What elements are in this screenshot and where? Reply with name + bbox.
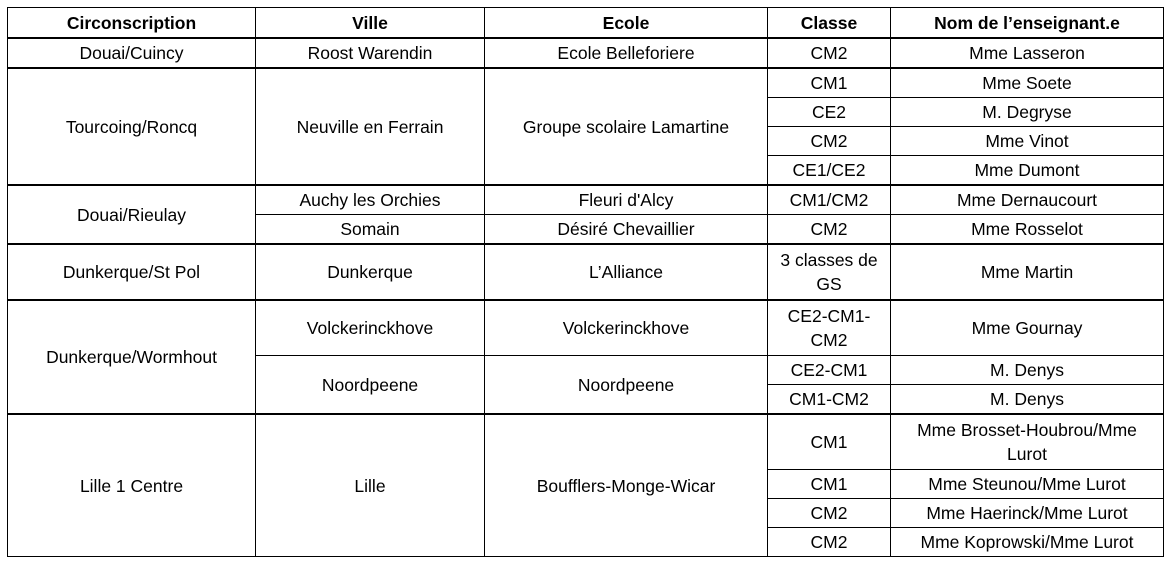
cell-enseignant: Mme Soete xyxy=(891,68,1164,98)
cell-ecole: L’Alliance xyxy=(485,244,768,300)
cell-classe: CE2 xyxy=(768,98,891,127)
cell-ville: Somain xyxy=(256,215,485,245)
cell-enseignant: Mme Steunou/Mme Lurot xyxy=(891,470,1164,499)
cell-classe: 3 classes de GS xyxy=(768,244,891,300)
cell-ecole: Boufflers-Monge-Wicar xyxy=(485,414,768,557)
cell-classe: CM1 xyxy=(768,68,891,98)
header-enseignant: Nom de l’enseignant.e xyxy=(891,8,1164,39)
cell-ville: Roost Warendin xyxy=(256,38,485,68)
cell-classe: CE2-CM1-CM2 xyxy=(768,300,891,356)
cell-ville: Volckerinckhove xyxy=(256,300,485,356)
cell-classe: CM2 xyxy=(768,38,891,68)
cell-ville: Dunkerque xyxy=(256,244,485,300)
table-row xyxy=(8,185,1164,215)
cell-enseignant: Mme Brosset-Houbrou/Mme Lurot xyxy=(891,414,1164,470)
cell-ecole: Fleuri d'Alcy xyxy=(485,185,768,215)
cell-circonscription: Tourcoing/Roncq xyxy=(8,68,256,185)
header-circonscription: Circonscription xyxy=(8,8,256,39)
table-row xyxy=(8,38,1164,68)
cell-ecole: Ecole Belleforiere xyxy=(485,38,768,68)
cell-classe: CM2 xyxy=(768,215,891,245)
cell-ville: Auchy les Orchies xyxy=(256,185,485,215)
cell-circonscription: Dunkerque/St Pol xyxy=(8,244,256,300)
cell-classe: CM1 xyxy=(768,414,891,470)
cell-enseignant: Mme Koprowski/Mme Lurot xyxy=(891,528,1164,557)
header-ecole: Ecole xyxy=(485,8,768,39)
cell-ecole: Groupe scolaire Lamartine xyxy=(485,68,768,185)
cell-classe: CM1/CM2 xyxy=(768,185,891,215)
cell-circonscription: Douai/Cuincy xyxy=(8,38,256,68)
cell-ville: Lille xyxy=(256,414,485,557)
cell-enseignant: M. Degryse xyxy=(891,98,1164,127)
cell-enseignant: Mme Vinot xyxy=(891,127,1164,156)
cell-ecole: Volckerinckhove xyxy=(485,300,768,356)
cell-enseignant: Mme Martin xyxy=(891,244,1164,300)
cell-ecole: Désiré Chevaillier xyxy=(485,215,768,245)
cell-classe: CM2 xyxy=(768,499,891,528)
cell-enseignant: M. Denys xyxy=(891,356,1164,385)
schools-table xyxy=(7,7,1164,557)
cell-enseignant: Mme Dernaucourt xyxy=(891,185,1164,215)
cell-ecole: Noordpeene xyxy=(485,356,768,415)
cell-ville: Noordpeene xyxy=(256,356,485,415)
cell-ville: Neuville en Ferrain xyxy=(256,68,485,185)
cell-enseignant: Mme Rosselot xyxy=(891,215,1164,245)
cell-enseignant: Mme Gournay xyxy=(891,300,1164,356)
table-row xyxy=(8,414,1164,470)
table-row xyxy=(8,300,1164,356)
header-ville: Ville xyxy=(256,8,485,39)
cell-classe: CM2 xyxy=(768,528,891,557)
cell-classe: CE1/CE2 xyxy=(768,156,891,186)
cell-enseignant: M. Denys xyxy=(891,385,1164,415)
cell-circonscription: Douai/Rieulay xyxy=(8,185,256,244)
header-classe: Classe xyxy=(768,8,891,39)
cell-classe: CE2-CM1 xyxy=(768,356,891,385)
cell-circonscription: Lille 1 Centre xyxy=(8,414,256,557)
cell-classe: CM1-CM2 xyxy=(768,385,891,415)
header-row xyxy=(8,8,1164,39)
cell-enseignant: Mme Dumont xyxy=(891,156,1164,186)
cell-enseignant: Mme Lasseron xyxy=(891,38,1164,68)
cell-enseignant: Mme Haerinck/Mme Lurot xyxy=(891,499,1164,528)
table-row xyxy=(8,68,1164,98)
table-container xyxy=(7,7,1164,557)
cell-circonscription: Dunkerque/Wormhout xyxy=(8,300,256,414)
cell-classe: CM1 xyxy=(768,470,891,499)
table-row xyxy=(8,244,1164,300)
cell-classe: CM2 xyxy=(768,127,891,156)
